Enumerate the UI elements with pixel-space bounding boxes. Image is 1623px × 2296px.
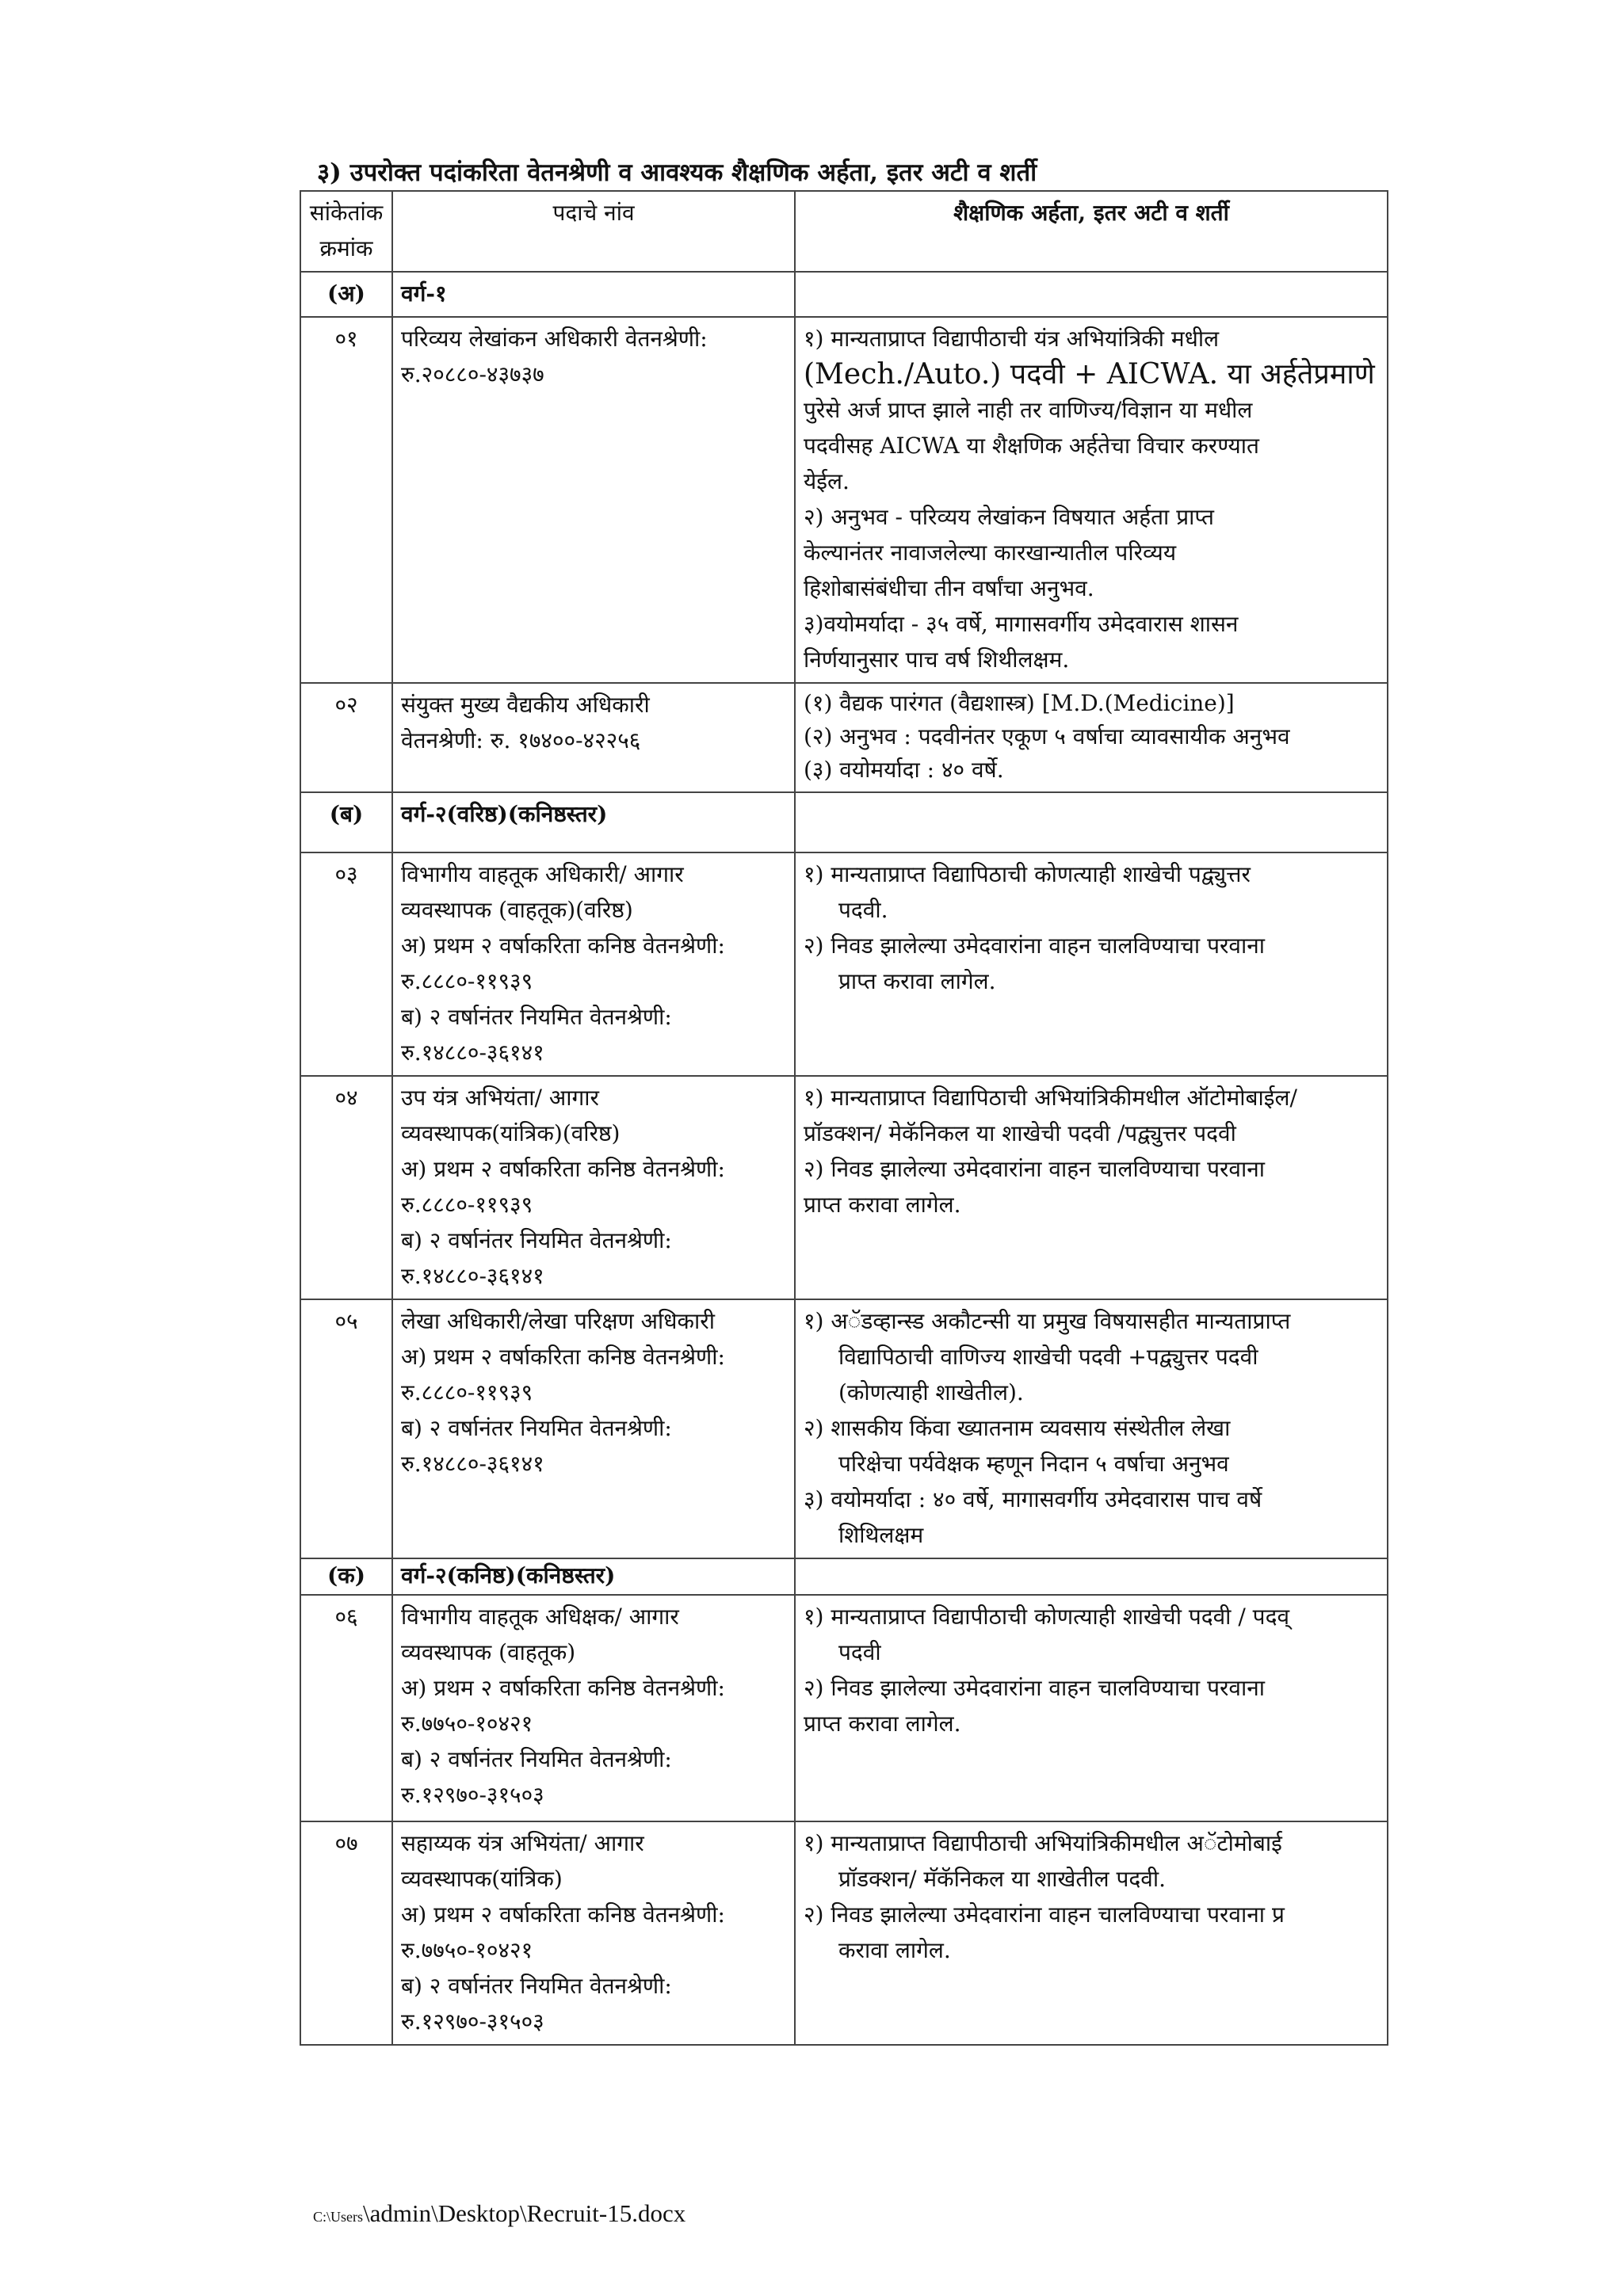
header-code: सांकेतांक क्रमांक: [300, 191, 392, 272]
row-number: ०७: [300, 1821, 392, 2045]
qualification-cell: (१) वैद्यक पारंगत (वैद्यशास्त्र) [M.D.(Medicine)] (२) अनुभव : पदवीनंतर एकूण ५ वर्षाचा व्यावसायीक अनुभव (३) वयोमर्यादा : ४० वर्षे.: [795, 683, 1388, 792]
post-name-cell: विभागीय वाहतूक अधिक्षक/ आगार व्यवस्थापक (वाहतूक) अ) प्रथम २ वर्षाकरिता कनिष्ठ वेतनश्रेणी: रु.७७५०-१०४२१ ब) २ वर्षानंतर नियमित वेतनश्रेणी: रु.१२९७०-३१५०३: [392, 1595, 795, 1821]
section-row-b: [300, 792, 1388, 852]
section-empty-cell: [795, 1558, 1388, 1595]
post-name-cell: लेखा अधिकारी/लेखा परिक्षण अधिकारी अ) प्रथम २ वर्षाकरिता कनिष्ठ वेतनश्रेणी: रु.८८८०-११९३९ ब) २ वर्षानंतर नियमित वेतनश्रेणी: रु.१४८८०-३६१४१: [392, 1299, 795, 1558]
qualification-cell: १) अॅडव्हान्स्ड अकौटन्सी या प्रमुख विषयासहीत मान्यताप्राप्त विद्यापिठाची वाणिज्य शाखेची पदवी +पद्व्युत्तर पदवी (कोणत्याही शाखेतील). २) शासकीय किंवा ख्यातनाम व्यवसाय संस्थेतील लेखा परिक्षेचा पर्यवेक्षक म्हणून निदान ५ वर्षाचा अनुभव ३) वयोमर्यादा : ४० वर्षे, मागासवर्गीय उमेदवारास पाच वर्षे शिथिलक्षम: [795, 1299, 1388, 1558]
post-name-cell: परिव्यय लेखांकन अधिकारी वेतनश्रेणी: रु.२०८८०-४३७३७: [392, 317, 795, 683]
post-name-cell: विभागीय वाहतूक अधिकारी/ आगार व्यवस्थापक (वाहतूक)(वरिष्ठ) अ) प्रथम २ वर्षाकरिता कनिष्ठ वेतनश्रेणी: रु.८८८०-११९३९ ब) २ वर्षानंतर नियमित वेतनश्रेणी: रु.१४८८०-३६१४१: [392, 852, 795, 1076]
file-path: \admin\Desktop\Recruit-15.docx: [363, 2199, 686, 2227]
qualification-cell: १) मान्यताप्राप्त विद्यापीठाची कोणत्याही शाखेची पदवी / पदव् पदवी २) निवड झालेल्या उमेदवारांना वाहन चालविण्याचा परवाना प्राप्त करावा लागेल.: [795, 1595, 1388, 1821]
section-title: वर्ग-२(वरिष्ठ)(कनिष्ठस्तर): [392, 792, 795, 852]
file-path-footer: [313, 2199, 685, 2228]
file-path-prefix: C:\Users: [313, 2209, 363, 2225]
section-empty-cell: [795, 272, 1388, 317]
header-qualification: शैक्षणिक अर्हता, इतर अटी व शर्ती: [795, 191, 1388, 272]
table-row-03: [300, 852, 1388, 1076]
row-number: ०५: [300, 1299, 392, 1558]
qualification-cell: १) मान्यताप्राप्त विद्यापिठाची कोणत्याही शाखेची पद्व्युत्तर पदवी. २) निवड झालेल्या उमेदवारांना वाहन चालविण्याचा परवाना प्राप्त करावा लागेल.: [795, 852, 1388, 1076]
row-number: ०२: [300, 683, 392, 792]
header-post-name: पदाचे नांव: [392, 191, 795, 272]
section-code: (अ): [300, 272, 392, 317]
qualification-cell: १) मान्यताप्राप्त विद्यापिठाची अभियांत्रिकीमधील ऑटोमोबाईल/ प्रॉडक्शन/ मेकॅनिकल या शाखेची पदवी /पद्व्युत्तर पदवी २) निवड झालेल्या उमेदवारांना वाहन चालविण्याचा परवाना प्राप्त करावा लागेल.: [795, 1076, 1388, 1299]
post-name-cell: संयुक्त मुख्य वैद्यकीय अधिकारी वेतनश्रेणी: रु. १७४००-४२२५६: [392, 683, 795, 792]
table-row-01: [300, 317, 1388, 683]
recruitment-table: [300, 190, 1388, 2046]
table-header-row: [300, 191, 1388, 272]
post-name-cell: उप यंत्र अभियंता/ आगार व्यवस्थापक(यांत्रिक)(वरिष्ठ) अ) प्रथम २ वर्षाकरिता कनिष्ठ वेतनश्रेणी: रु.८८८०-११९३९ ब) २ वर्षानंतर नियमित वेतनश्रेणी: रु.१४८८०-३६१४१: [392, 1076, 795, 1299]
table-row-06: [300, 1595, 1388, 1821]
section-row-a: [300, 272, 1388, 317]
table-row-02: [300, 683, 1388, 792]
section-empty-cell: [795, 792, 1388, 852]
qualification-cell: १) मान्यताप्राप्त विद्यापीठाची अभियांत्रिकीमधील अॅटोमोबाई प्रॉडक्शन/ मॅकॅनिकल या शाखेतील पदवी. २) निवड झालेल्या उमेदवारांना वाहन चालविण्याचा परवाना प्र करावा लागेल.: [795, 1821, 1388, 2045]
table-row-07: [300, 1821, 1388, 2045]
table-row-05: [300, 1299, 1388, 1558]
row-number: ०३: [300, 852, 392, 1076]
section-title: वर्ग-१: [392, 272, 795, 317]
section-title: वर्ग-२(कनिष्ठ)(कनिष्ठस्तर): [392, 1558, 795, 1595]
qualification-cell: १) मान्यताप्राप्त विद्यापीठाची यंत्र अभियांत्रिकी मधील (Mech./Auto.) पदवी + AICWA. या अर्हतेप्रमाणे पुरेसे अर्ज प्राप्त झाले नाही तर वाणिज्य/विज्ञान या मधील पदवीसह AICWA या शैक्षणिक अर्हतेचा विचार करण्यात येईल. २) अनुभव - परिव्यय लेखांकन विषयात अर्हता प्राप्त केल्यानंतर नावाजलेल्या कारखान्यातील परिव्यय हिशोबासंबंधीचा तीन वर्षांचा अनुभव. ३)वयोमर्यादा - ३५ वर्षे, मागासवर्गीय उमेदवारास शासन निर्णयानुसार पाच वर्ष शिथीलक्षम.: [795, 317, 1388, 683]
section-code: (क): [300, 1558, 392, 1595]
section-row-c: [300, 1558, 1388, 1595]
post-name-cell: सहाय्यक यंत्र अभियंता/ आगार व्यवस्थापक(यांत्रिक) अ) प्रथम २ वर्षाकरिता कनिष्ठ वेतनश्रेणी: रु.७७५०-१०४२१ ब) २ वर्षानंतर नियमित वेतनश्रेणी: रु.१२९७०-३१५०३: [392, 1821, 795, 2045]
row-number: ०१: [300, 317, 392, 683]
row-number: ०६: [300, 1595, 392, 1821]
page-heading: ३) उपरोक्त पदांकरिता वेतनश्रेणी व आवश्यक शैक्षणिक अर्हता, इतर अटी व शर्ती: [317, 158, 1037, 187]
row-number: ०४: [300, 1076, 392, 1299]
table-row-04: [300, 1076, 1388, 1299]
section-code: (ब): [300, 792, 392, 852]
